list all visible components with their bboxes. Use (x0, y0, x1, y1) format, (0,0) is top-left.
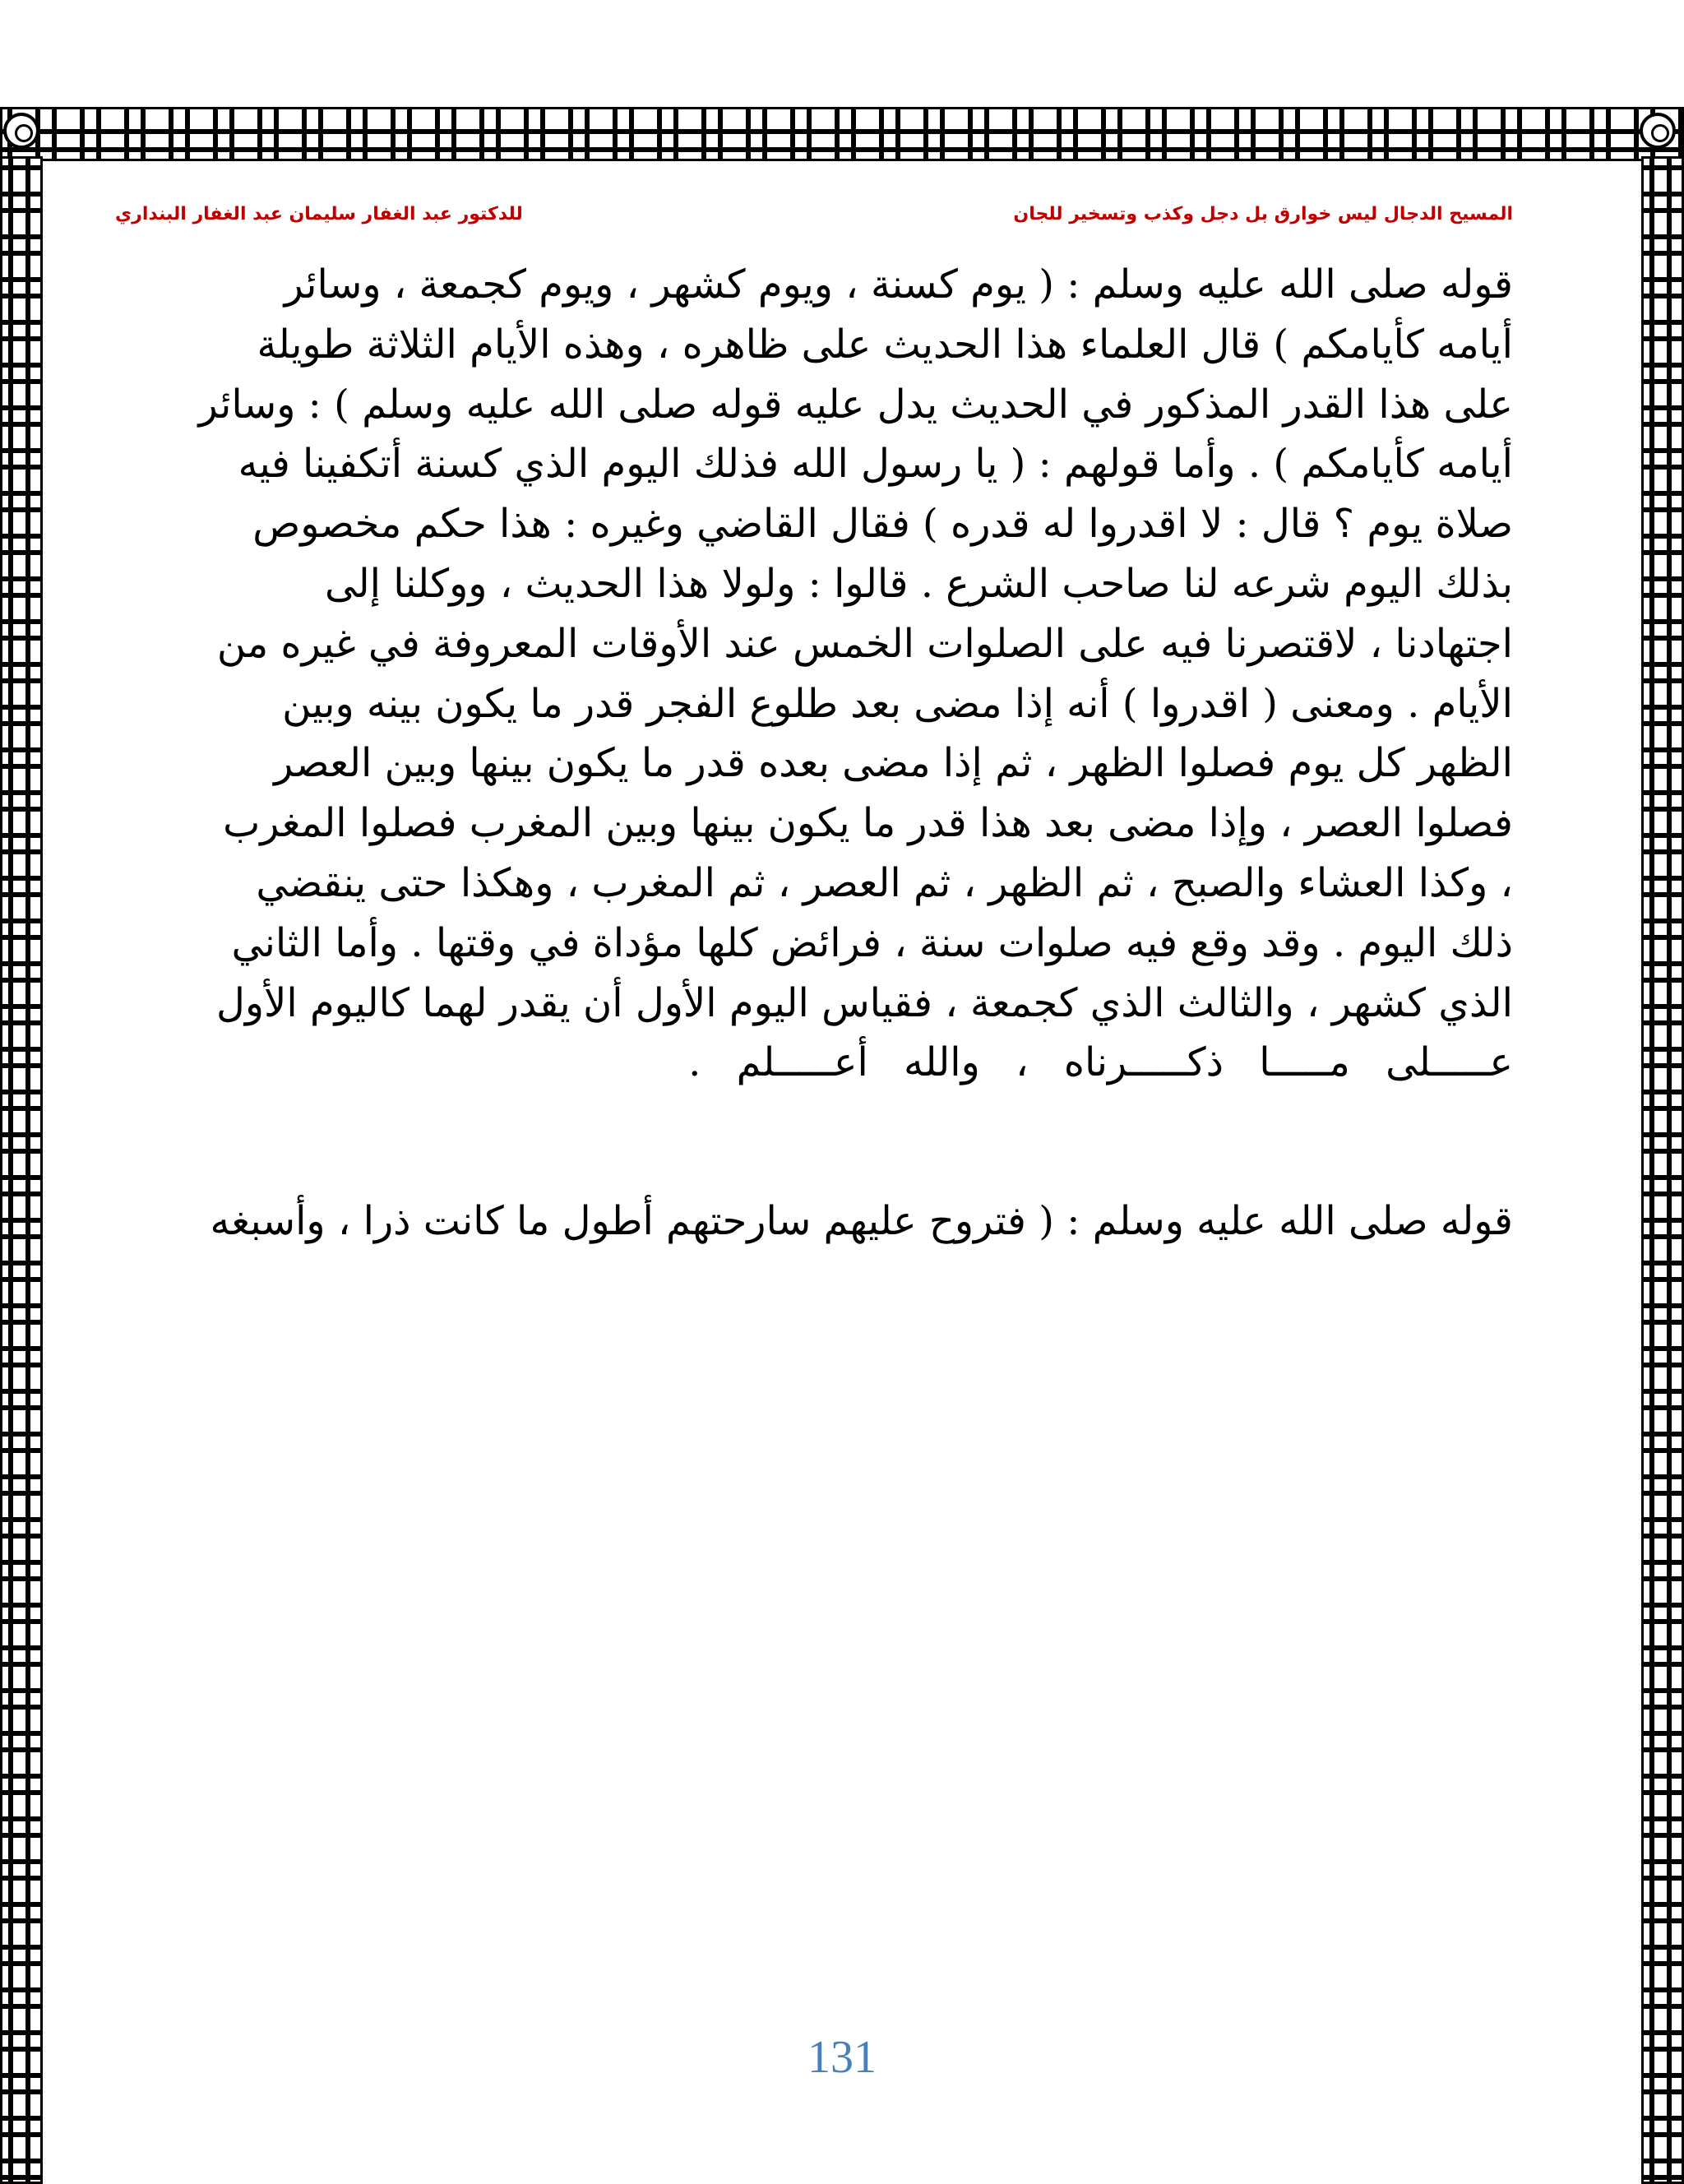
text-line: أيامه كأيامكم ) . وأما قولهم : ( يا رسول الله فذلك اليوم الذي كسنة أتكفينا فيه (238, 441, 1513, 488)
running-header (115, 204, 1513, 237)
text-line: أيامه كأيامكم ) قال العلماء هذا الحديث على ظاهره ، وهذه الأيام الثلاثة طويلة (257, 321, 1513, 368)
border-corner-ornament-right (1640, 113, 1676, 149)
text-line: الظهر كل يوم فصلوا الظهر ، ثم إذا مضى بعده قدر ما يكون بينها وبين العصر (274, 740, 1513, 787)
text-line-last: عـــــلى مـــــا ذكـــــرناه ، والله أعـــــلم . (688, 1039, 1513, 1086)
text-line: ذلك اليوم . وقد وقع فيه صلوات سنة ، فرائض كلها مؤداة في وقتها . وأما الثاني (231, 919, 1513, 966)
page-body (115, 255, 1513, 1252)
page-border-top (0, 107, 1684, 161)
text-line: صلاة يوم ؟ قال : لا اقدروا له قدره ) فقال القاضي وغيره : هذا حكم مخصوص (252, 501, 1513, 548)
paragraph-gap (115, 1093, 1513, 1191)
text-line: قوله صلى الله عليه وسلم : ( يوم كسنة ، ويوم كشهر ، ويوم كجمعة ، وسائر (284, 261, 1513, 308)
page-border-left (0, 156, 43, 2184)
header-book-title: المسيح الدجال ليس خوارق بل دجل وكذب وتسخير للجان (1013, 204, 1513, 224)
border-corner-ornament-left (3, 113, 39, 149)
page-border-right (1641, 156, 1684, 2184)
paragraph-2-text: قوله صلى الله عليه وسلم : ( فتروح عليهم سارحتهم أطول ما كانت ذرا ، وأسبغه (210, 1198, 1513, 1245)
page-number: 131 (807, 2032, 877, 2083)
text-line: بذلك اليوم شرعه لنا صاحب الشرع . قالوا : ولولا هذا الحديث ، ووكلنا إلى (325, 560, 1513, 607)
text-line: فصلوا العصر ، وإذا مضى بعد هذا قدر ما يكون بينها وبين المغرب فصلوا المغرب (223, 800, 1513, 847)
text-line: على هذا القدر المذكور في الحديث يدل عليه قوله صلى الله عليه وسلم ) : وسائر (198, 381, 1513, 428)
text-line: الأيام . ومعنى ( اقدروا ) أنه إذا مضى بعد طلوع الفجر قدر ما يكون بينه وبين (282, 680, 1513, 727)
text-line: الذي كشهر ، والثالث الذي كجمعة ، فقياس اليوم الأول أن يقدر لهما كاليوم الأول (215, 979, 1513, 1026)
header-author: للدكتور عبد الغفار سليمان عبد الغفار البنداري (115, 204, 523, 224)
text-line: ، وكذا العشاء والصبح ، ثم الظهر ، ثم العصر ، ثم المغرب ، وهكذا حتى ينقضي (256, 859, 1513, 906)
text-line: اجتهادنا ، لاقتصرنا فيه على الصلوات الخمس عند الأوقات المعروفة في غيره من (216, 620, 1513, 667)
